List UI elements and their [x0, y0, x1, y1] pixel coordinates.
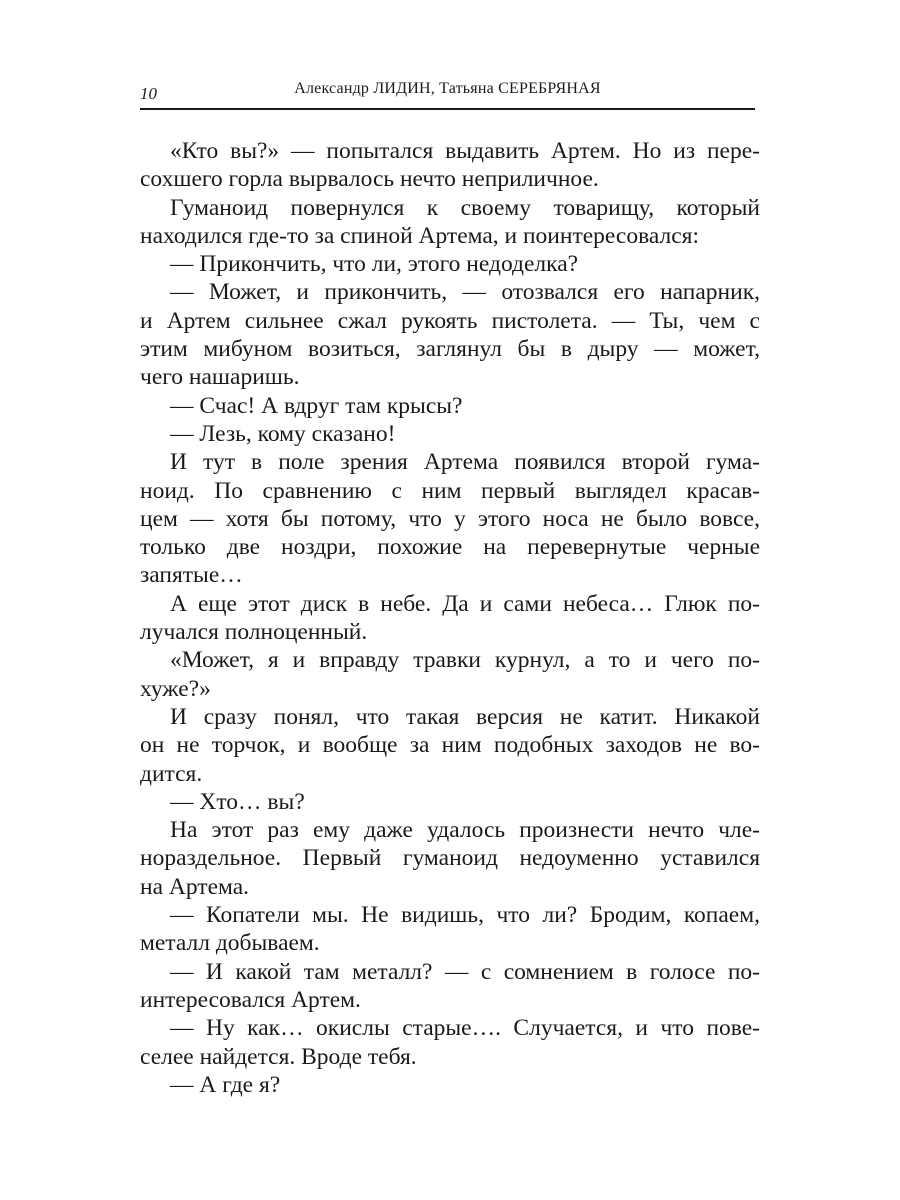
text-line: Гуманоид повернулся к своему товарищу, который: [170, 194, 760, 221]
text-line: интересовался Артем.: [140, 986, 361, 1013]
paragraph: [140, 958, 760, 1015]
text-line: только две ноздри, похожие на перевернутые черные: [140, 534, 760, 561]
text-line: А еще этот диск в небе. Да и сами небеса… Глюк по-: [170, 590, 760, 617]
paragraph: [140, 392, 760, 420]
running-title: Александр ЛИДИН, Татьяна СЕРЕБРЯНАЯ: [294, 80, 601, 97]
text-line: хуже?»: [140, 675, 211, 702]
text-line: — Прикончить, что ли, этого недоделка?: [170, 251, 579, 278]
paragraph: [140, 703, 760, 788]
paragraph: [140, 788, 760, 816]
text-line: на Артема.: [140, 873, 250, 900]
text-line: На этот раз ему даже удалось произнести нечто чле-: [170, 817, 760, 844]
page-header: [140, 78, 755, 110]
text-line: — И какой там металл? — с сомнением в голосе по-: [170, 958, 760, 985]
paragraph: [140, 901, 760, 958]
text-line: лучался полноценный.: [140, 619, 368, 646]
text-line: — Хто… вы?: [170, 788, 305, 815]
text-line: цем — хотя бы потому, что у этого носа не было вовсе,: [140, 505, 760, 532]
paragraph: [140, 1071, 760, 1099]
text-line: металл добываем.: [140, 930, 320, 957]
text-line: — Может, и прикончить, — отозвался его напарник,: [170, 279, 760, 306]
text-line: нораздельное. Первый гуманоид недоуменно уставился: [140, 845, 760, 872]
text-line: и Артем сильнее сжал рукоять пистолета. — Ты, чем с: [140, 307, 760, 334]
text-line: «Может, я и вправду травки курнул, а то и чего по-: [170, 647, 760, 674]
text-line: И сразу понял, что такая версия не катит. Никакой: [170, 703, 760, 730]
text-line: — Счас! А вдруг там крысы?: [170, 392, 463, 419]
paragraph: [140, 420, 760, 448]
text-line: — Копатели мы. Не видишь, что ли? Бродим, копаем,: [170, 902, 760, 929]
text-line: И тут в поле зрения Артема появился второй гума-: [170, 449, 760, 476]
text-line: дится.: [140, 760, 203, 787]
page-number: 10: [140, 84, 157, 103]
paragraph: [140, 590, 760, 647]
paragraph: [140, 194, 760, 251]
text-line: сохшего горла вырвалось нечто неприличное.: [140, 166, 599, 193]
paragraph: [140, 250, 760, 278]
text-line: находился где-то за спиной Артема, и поинтересовался:: [140, 222, 700, 249]
paragraph: [140, 137, 760, 194]
text-line: — А где я?: [170, 1071, 281, 1098]
text-line: этим мибуном возиться, заглянул бы в дыру — может,: [140, 336, 760, 363]
paragraph: [140, 448, 760, 589]
paragraph: [140, 278, 760, 391]
text-line: — Лезь, кому сказано!: [170, 420, 396, 447]
text-line: запятые…: [140, 562, 243, 589]
text-line: он не торчок, и вообще за ним подобных заходов не во-: [140, 732, 760, 759]
text-line: селее найдется. Вроде тебя.: [140, 1043, 417, 1070]
paragraph: [140, 646, 760, 703]
text-line: «Кто вы?» — попытался выдавить Артем. Но из пере-: [170, 138, 760, 164]
paragraph: [140, 816, 760, 901]
text-line: чего нашаришь.: [140, 364, 300, 391]
paragraph: [140, 1014, 760, 1071]
text-line: ноид. По сравнению с ним первый выглядел красав-: [140, 477, 760, 504]
text-line: — Ну как… окислы старые…. Случается, и что пове-: [170, 1015, 760, 1042]
body-text: [140, 137, 760, 1099]
